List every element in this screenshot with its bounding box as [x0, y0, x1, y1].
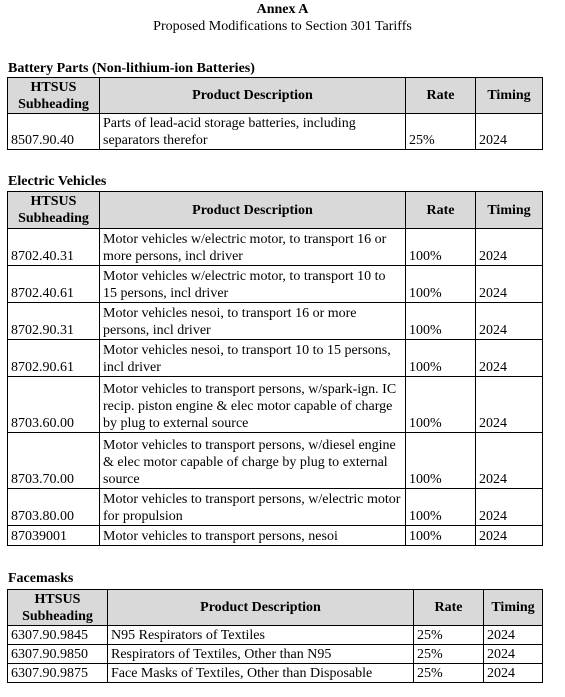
- row-rate: 100%: [406, 229, 476, 266]
- header-htsus-subheading: HTSUS Subheading: [8, 192, 100, 229]
- table-row: [8, 489, 543, 526]
- section-title-electric-vehicles: Electric Vehicles: [8, 174, 107, 189]
- header-product-description: Product Description: [100, 78, 406, 114]
- header-product-description: Product Description: [108, 590, 414, 626]
- row-code: 8703.60.00: [8, 377, 100, 433]
- row-description: Motor vehicles to transport persons, w/diesel engine & elec motor capable of charge by plug to external source: [100, 433, 406, 489]
- annex-subtitle: Proposed Modifications to Section 301 Tariffs: [153, 19, 412, 34]
- row-description: Motor vehicles nesoi, to transport 16 or more persons, incl driver: [100, 303, 406, 340]
- table-row: [8, 526, 543, 546]
- header-htsus-subheading: HTSUS Subheading: [8, 590, 108, 626]
- section-title-facemasks: Facemasks: [8, 571, 74, 586]
- row-code: 8702.90.61: [8, 340, 100, 377]
- row-description: Motor vehicles w/electric motor, to transport 10 to 15 persons, incl driver: [100, 266, 406, 303]
- row-rate: 100%: [406, 433, 476, 489]
- row-code: 87039001: [8, 526, 100, 546]
- table-row: [8, 303, 543, 340]
- facemasks-table: [7, 589, 543, 683]
- table-header-row: [8, 78, 543, 114]
- row-timing: 2024: [476, 303, 543, 340]
- row-description: Face Masks of Textiles, Other than Disposable: [108, 664, 414, 683]
- row-timing: 2024: [476, 340, 543, 377]
- row-timing: 2024: [476, 526, 543, 546]
- table-row: [8, 433, 543, 489]
- row-rate: 100%: [406, 526, 476, 546]
- row-code: 6307.90.9850: [8, 645, 108, 664]
- header-rate: Rate: [414, 590, 484, 626]
- table-header-row: [8, 192, 543, 229]
- row-timing: 2024: [476, 433, 543, 489]
- row-timing: 2024: [476, 229, 543, 266]
- header-product-description: Product Description: [100, 192, 406, 229]
- row-rate: 100%: [406, 377, 476, 433]
- annex-title: Annex A: [256, 2, 309, 17]
- row-timing: 2024: [484, 626, 543, 645]
- row-code: 6307.90.9845: [8, 626, 108, 645]
- header-htsus-subheading: HTSUS Subheading: [8, 78, 100, 114]
- row-rate: 25%: [414, 664, 484, 683]
- table-row: [8, 114, 543, 150]
- header-timing: Timing: [484, 590, 543, 626]
- electric-vehicles-table: [7, 191, 543, 546]
- row-description: Motor vehicles to transport persons, w/spark-ign. IC recip. piston engine & elec motor capable of charge by plug to external source: [100, 377, 406, 433]
- row-rate: 25%: [406, 114, 476, 150]
- row-rate: 100%: [406, 340, 476, 377]
- row-rate: 100%: [406, 489, 476, 526]
- row-code: 6307.90.9875: [8, 664, 108, 683]
- row-description: Motor vehicles to transport persons, w/electric motor for propulsion: [100, 489, 406, 526]
- header-timing: Timing: [476, 78, 543, 114]
- row-description: Motor vehicles w/electric motor, to transport 16 or more persons, incl driver: [100, 229, 406, 266]
- row-timing: 2024: [484, 645, 543, 664]
- table-row: [8, 340, 543, 377]
- row-code: 8507.90.40: [8, 114, 100, 150]
- row-rate: 25%: [414, 645, 484, 664]
- row-rate: 25%: [414, 626, 484, 645]
- row-code: 8702.40.31: [8, 229, 100, 266]
- row-rate: 100%: [406, 266, 476, 303]
- header-timing: Timing: [476, 192, 543, 229]
- row-description: Motor vehicles to transport persons, nesoi: [100, 526, 406, 546]
- table-row: [8, 377, 543, 433]
- battery-parts-table: [7, 77, 543, 150]
- header-rate: Rate: [406, 192, 476, 229]
- row-timing: 2024: [476, 114, 543, 150]
- row-code: 8702.90.31: [8, 303, 100, 340]
- row-description: Motor vehicles nesoi, to transport 10 to 15 persons, incl driver: [100, 340, 406, 377]
- row-code: 8702.40.61: [8, 266, 100, 303]
- row-description: Parts of lead-acid storage batteries, including separators therefor: [100, 114, 406, 150]
- table-row: [8, 626, 543, 645]
- row-description: N95 Respirators of Textiles: [108, 626, 414, 645]
- table-header-row: [8, 590, 543, 626]
- row-timing: 2024: [476, 489, 543, 526]
- table-row: [8, 664, 543, 683]
- table-row: [8, 229, 543, 266]
- row-code: 8703.70.00: [8, 433, 100, 489]
- section-title-battery-parts: Battery Parts (Non-lithium-ion Batteries): [8, 61, 255, 76]
- row-rate: 100%: [406, 303, 476, 340]
- row-code: 8703.80.00: [8, 489, 100, 526]
- table-row: [8, 645, 543, 664]
- row-description: Respirators of Textiles, Other than N95: [108, 645, 414, 664]
- row-timing: 2024: [476, 377, 543, 433]
- row-timing: 2024: [476, 266, 543, 303]
- row-timing: 2024: [484, 664, 543, 683]
- header-rate: Rate: [406, 78, 476, 114]
- table-row: [8, 266, 543, 303]
